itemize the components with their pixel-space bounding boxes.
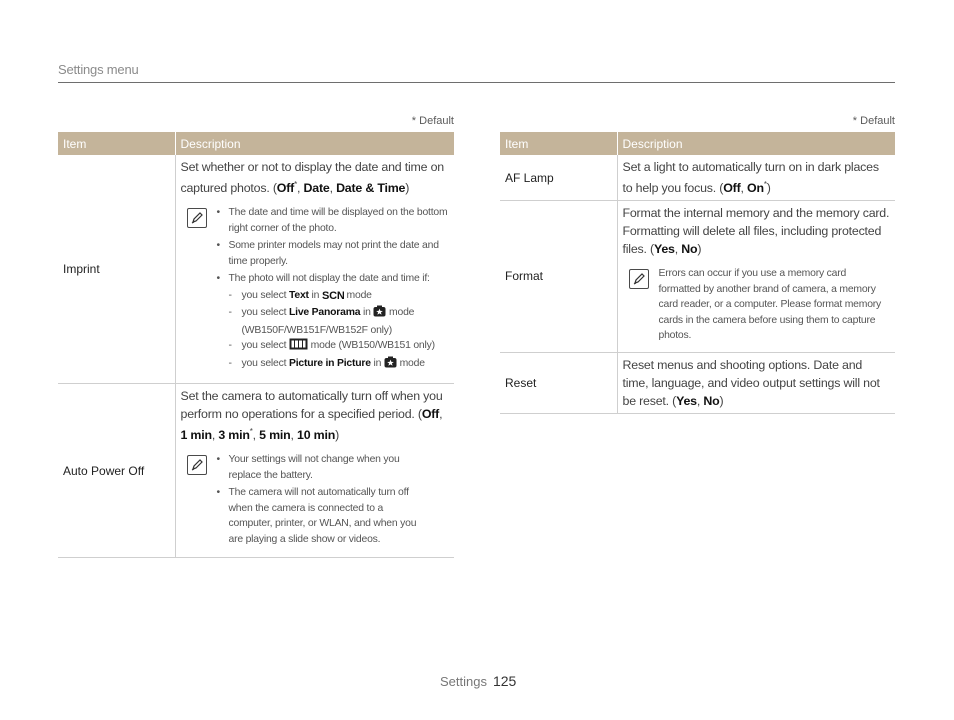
item-description [175, 384, 454, 558]
table-row-reset [500, 352, 895, 413]
note-list [217, 452, 450, 549]
description-text: Format the internal memory and the memory card. Formatting will delete all files, including protected files. (Yes, No) [622, 206, 890, 257]
item-name: Format [500, 201, 617, 353]
magic-plus-mode-icon [373, 305, 386, 323]
section-title: Settings menu [58, 62, 139, 77]
scn-mode-icon [322, 289, 344, 306]
item-name: Imprint [58, 155, 175, 384]
right-settings-table-block [500, 115, 895, 414]
note-box [623, 266, 891, 344]
item-name: AF Lamp [500, 155, 617, 201]
item-name: Reset [500, 352, 617, 413]
default-note: * Default [852, 115, 895, 127]
note-pencil-icon [187, 208, 207, 228]
table-row-format [500, 201, 895, 353]
section-divider [58, 82, 895, 83]
condition-list [229, 288, 450, 374]
condition-item: - you select Picture in Picture in mode [229, 356, 450, 374]
table-row-imprint [58, 155, 454, 384]
description-text: Set whether or not to display the date and time on captured photos. (Off*, Date, Date & Time) [180, 160, 444, 196]
note-text: Errors can occur if you use a memory card formatted by another brand of camera, a memory card reader, or a computer. Please format memory cards in the camera before using them to capture photos. [658, 268, 882, 342]
note-item: • The camera will not automatically turn off when the camera is connected to a computer, printer, or WLAN, and when you are playing a slide show or videos. [217, 485, 430, 547]
table-row-af-lamp [500, 155, 895, 201]
option-off: Off [276, 181, 295, 196]
magic-plus-mode-icon [384, 356, 397, 374]
column-header-item: Item [58, 132, 175, 155]
option-date: Date [303, 181, 330, 196]
default-note: * Default [411, 115, 454, 127]
table-row-auto-power-off [58, 384, 454, 558]
frame-guide-icon [289, 338, 308, 356]
note-item: • Some printer models may not print the date and time properly. [217, 238, 450, 269]
condition-item: - you select Live Panorama in mode (WB150F/WB151F/WB152F only) [229, 305, 450, 338]
description-text: Reset menus and shooting options. Date and time, language, and video output settings will not be reset. (Yes, No) [622, 357, 880, 408]
note-item: • The photo will not display the date and time if: - you select Text in SCN mode - you select Live Panorama in mode (WB150F/WB151F/WB152F only) - you select mode (WB150/WB151 only) - you select Picture in Picture in mode [217, 271, 450, 373]
settings-table [58, 132, 454, 558]
option-date-time: Date & Time [336, 181, 406, 196]
note-pencil-icon [629, 269, 649, 289]
item-description [617, 155, 895, 201]
description-text: Set a light to automatically turn on in dark places to help you focus. (Off, On*) [622, 160, 879, 196]
note-box [181, 205, 450, 375]
item-description [617, 352, 895, 413]
svg-text:SCN: SCN [321, 289, 344, 300]
note-pencil-icon [187, 455, 207, 475]
column-header-description: Description [175, 132, 454, 155]
description-text: Set the camera to automatically turn off when you perform no operations for a specified period. (Off, 1 min, 3 min*, 5 min, 10 min) [180, 389, 443, 443]
condition-item: - you select mode (WB150/WB151 only) [229, 338, 450, 356]
column-header-description: Description [617, 132, 895, 155]
left-settings-table-block [58, 115, 454, 558]
note-item: • Your settings will not change when you replace the battery. [217, 452, 430, 483]
page-footer [440, 673, 516, 689]
footer-section-label: Settings [440, 674, 487, 689]
column-header-item: Item [500, 132, 617, 155]
item-description [175, 155, 454, 384]
condition-item: - you select Text in SCN mode [229, 288, 450, 306]
note-item: • The date and time will be displayed on the bottom right corner of the photo. [217, 205, 450, 236]
settings-table [500, 132, 895, 414]
note-box [181, 452, 450, 549]
page-number: 125 [492, 673, 517, 689]
item-name: Auto Power Off [58, 384, 175, 558]
note-list [217, 205, 450, 375]
item-description [617, 201, 895, 353]
